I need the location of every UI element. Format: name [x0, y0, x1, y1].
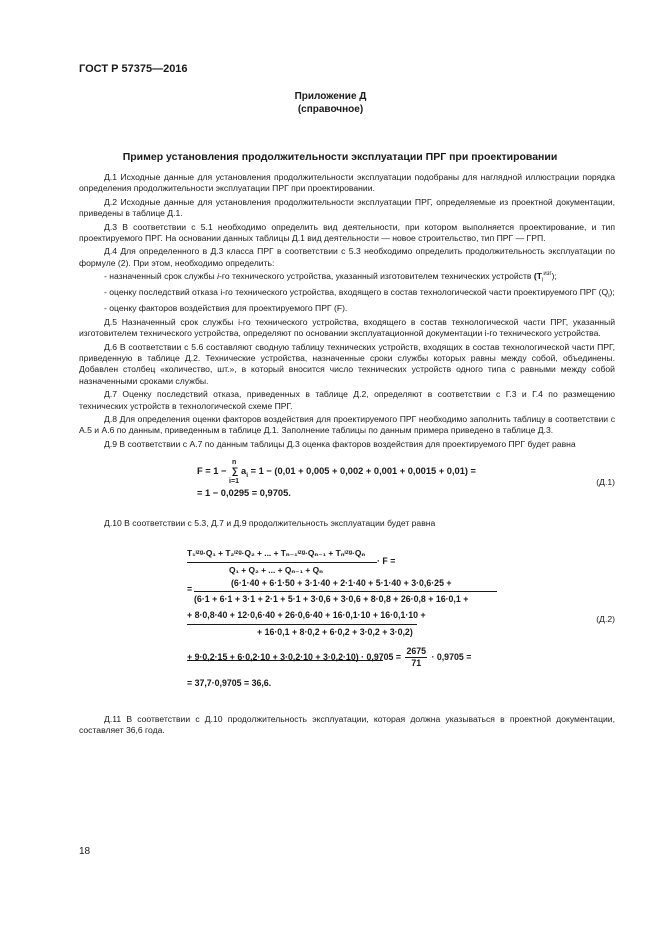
formula-d2-line6: = 37,7·0,9705 = 36,6.	[187, 677, 272, 688]
paragraph-d2: Д.2 Исходные данные для установления продолжительности эксплуатации ПРГ, определяемые из проектной документации, приведены в таблице Д.1.	[79, 196, 615, 219]
annex-title: Приложение Д	[294, 91, 367, 102]
fraction-line-final	[187, 660, 383, 661]
paragraph-d9: Д.9 В соответствии с А.7 по данным таблицы Д.3 оценка факторов воздействия для проектируемого ПРГ будет равна	[104, 438, 576, 449]
fraction-2675-71: $\frac{2675}{71}$	[406, 645, 427, 669]
formula-d2-equals: =	[187, 583, 193, 594]
formula-d2-line2-denominator: (6·1 + 6·1 + 3·1 + 2·1 + 5·1 + 3·0,6 + 3·0,6 + 8·0,8 + 26·0,8 + 16·0,1 +	[194, 593, 469, 604]
paragraph-d5: Д.5 Назначенный срок службы i-го технического устройства, входящего в состав технологической части ПРГ, указанный изготовителем технического устройства, определяют по основании эксплуатационной документации i-го технического устройства.	[79, 316, 615, 339]
formula-d2	[79, 532, 615, 702]
formula-d1-line2: = 1 − 0,0295 = 0,9705.	[197, 488, 291, 499]
list-item-failure-consequences: - оценку последствий отказа i-го технического устройства, входящего в состав технологической части проектируемого ПРГ $(Q_i)$;	[104, 287, 615, 300]
equation-number-d2: (Д.2)	[596, 613, 615, 624]
fraction-line-main	[187, 562, 377, 563]
section-title: Пример установления продолжительности эксплуатации ПРГ при проектировании	[122, 151, 558, 163]
paragraph-d1: Д.1 Исходные данные для установления продолжительности эксплуатации подобраны для наглядной иллюстрации порядка определения продолжительности эксплуатации ПРГ при проектировании.	[79, 172, 615, 194]
paragraph-d6: Д.6 В соответствии с 5.6 составляют сводную таблицу технических устройств, входящих в состав технологической части ПРГ, приведенную в таблице Д.2. Технические устройства, назначенные сроки службы которых равны между собой, объединены. Добавлен столбец «количество, шт.», в который вносится число технических устройств одного типа с равными между собой назначенными сроками службы.	[79, 341, 615, 386]
formula-d2-line3: + 8·0,8·40 + 12·0,6·40 + 26·0,6·40 + 16·0,1·10 + 16·0,1·10 +	[187, 609, 426, 620]
equation-number-d1: (Д.1)	[596, 477, 615, 488]
sum-symbol: n ∑ i=1	[229, 459, 239, 486]
paragraph-d3: Д.3 В соответствии с 5.1 необходимо определить вид деятельности, при котором выполняется проектирование, и тип проектируемого ПРГ. На основании данных таблицы Д.1 вид деятельности — новое строительство, тип ПРГ — ГРП.	[79, 221, 615, 244]
paragraph-d4: Д.4 Для определенного в Д.3 класса ПРГ в соответствии с 5.3 необходимо определить продолжительность эксплуатации по формуле (2). При этом, необходимо определить:	[79, 246, 615, 268]
formula-d2-line2-numerator: (6·1·40 + 6·1·50 + 3·1·40 + 2·1·40 + 5·1·40 + 3·0,6·25 +	[231, 577, 452, 588]
formula-d1-line1: F = 1 − n ∑ i=1 $a_i = 1 - (0,01 + 0,005 + 0,002 + 0,001 + 0,0015 + 0,01)$ =	[197, 459, 476, 486]
list-item-impact-factors: - оценку факторов воздействия для проектируемого ПРГ (F).	[104, 303, 348, 314]
formula-d1	[79, 452, 615, 518]
fraction-line-continuation	[187, 624, 417, 625]
paragraph-d11: Д.11 В соответствии с Д.10 продолжительность эксплуатации, которая должна указываться в проектной документации, составляет 36,6 года.	[79, 713, 615, 736]
symbol-t-izg: ($T_i^{изг}$	[533, 271, 552, 284]
list-item-service-life: - назначенный срок службы i-го технического устройства, указанный изготовителем технических устройств $(T_i^{изг})$;	[104, 271, 557, 284]
formula-d2-denominator: Q₁ + Q₂ + ... + Qₙ₋₁ + Qₙ	[229, 564, 323, 575]
annex-type: (справочное)	[297, 104, 364, 115]
document-body	[79, 172, 615, 738]
paragraph-d8: Д.8 Для определения оценки факторов воздействия для проектируемого ПРГ необходимо заполнить таблицу в соответствии с А.5 и А.6 по данным, приведенным в таблице Д.1. Заполнение таблицы по данным примера приведено в таблице Д.3.	[79, 414, 615, 436]
document-header: ГОСТ Р 57375—2016	[79, 63, 188, 75]
formula-d2-line4: + 16·0,1 + 8·0,2 + 6·0,2 + 3·0,2 + 3·0,2)	[257, 626, 413, 637]
formula-d2-numerator: T₁ᶦᶻᵍ·Q₁ + T₂ᶦᶻᵍ·Q₂ + ... + Tₙ₋₁ᶦᶻᵍ·Qₙ₋₁ + Tₙᶦᶻᵍ·Qₙ	[187, 547, 366, 558]
formula-d2-after-fraction: · F =	[377, 555, 396, 566]
formula-d2-line5: + 9·0,2·15 + 6·0,2·10 + 3·0,2·10 + 3·0,2·10) · 0,9705 = $\frac{2675}{71}$ · 0,9705 =	[187, 645, 472, 669]
fraction-line-expanded	[194, 591, 497, 592]
paragraph-d7: Д.7 Оценку последствий отказа, приведенных в таблице Д.2, определяют в соответствии с Г.3 и Г.4 по размещению технических устройств в технологической схеме ПРГ.	[79, 389, 615, 411]
paragraph-d10: Д.10 В соответствии с 5.3, Д.7 и Д.9 продолжительность эксплуатации будет равна	[104, 518, 436, 529]
page-number: 18	[79, 846, 91, 857]
